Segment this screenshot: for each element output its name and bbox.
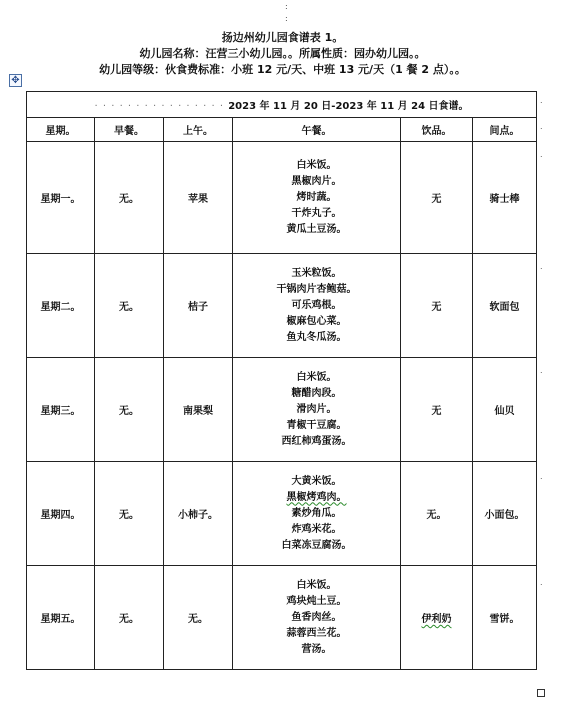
date-range-row	[27, 92, 537, 118]
drink-cell: 伊利奶	[401, 566, 473, 670]
table-row	[27, 566, 537, 670]
lunch-item: 西红柿鸡蛋汤。	[281, 435, 352, 447]
row-end-mark: .	[540, 472, 543, 481]
lunch-item: 鱼香肉丝。	[291, 611, 342, 623]
lunch-item: 白米饭。	[296, 371, 337, 383]
snack-cell: 雪饼。	[473, 566, 537, 670]
lunch-cell	[233, 254, 401, 358]
drink-cell: 无。	[401, 462, 473, 566]
lunch-item: 滑肉片。	[296, 403, 337, 415]
lunch-item: 蒜蓉西兰花。	[286, 627, 347, 639]
menu-title: 扬边州幼儿园食谱表 1。	[221, 31, 344, 44]
lunch-item: 白米饭。	[296, 159, 337, 171]
drink-cell: 无	[401, 358, 473, 462]
snack-cell: 小面包。	[473, 462, 537, 566]
paragraph-mark-top: :	[285, 14, 288, 23]
table-move-handle-icon[interactable]: ✥	[9, 74, 22, 87]
row-end-mark: .	[540, 262, 543, 271]
day-cell: 星期二。	[27, 254, 95, 358]
column-header-drink: 饮品。	[401, 118, 473, 142]
lunch-item: 糖醋肉段。	[291, 387, 342, 399]
lunch-item: 黄瓜土豆汤。	[286, 223, 347, 235]
date-range-cell	[27, 92, 537, 118]
paragraph-mark-top: :	[285, 2, 288, 11]
lunch-item: 干锅肉片杏鲍菇。	[276, 283, 357, 295]
lunch-item: 素炒角瓜。	[291, 507, 342, 519]
lunch-cell	[233, 462, 401, 566]
lunch-item: 大黄米饭。	[291, 475, 342, 487]
lunch-item: 白米饭。	[296, 579, 337, 591]
morning-cell: 小柿子。	[164, 462, 233, 566]
lunch-item: 白菜冻豆腐汤。	[281, 539, 352, 551]
day-cell: 星期一。	[27, 142, 95, 254]
breakfast-cell: 无。	[95, 254, 164, 358]
lunch-item: 鱼丸冬瓜汤。	[286, 331, 347, 343]
fee-standard: 幼儿园等级：伙食费标准：小班 12 元/天、中班 13 元/天（1 餐 2 点）。。	[99, 63, 466, 76]
column-header-row	[27, 118, 537, 142]
drink-cell: 无	[401, 142, 473, 254]
table-row	[27, 254, 537, 358]
date-range-text: 2023 年 11 月 20 日-2023 年 11 月 24 日食谱。	[228, 101, 469, 112]
lunch-cell	[233, 142, 401, 254]
leader-dots: · · · · · · · · · · · · · · · ·	[94, 101, 229, 112]
column-header-morning: 上午。	[164, 118, 233, 142]
breakfast-cell: 无。	[95, 462, 164, 566]
row-end-mark: .	[540, 366, 543, 375]
breakfast-cell: 无。	[95, 142, 164, 254]
lunch-item: 营汤。	[301, 643, 332, 655]
document-header	[0, 30, 565, 78]
column-header-day: 星期。	[27, 118, 95, 142]
morning-cell: 苹果	[164, 142, 233, 254]
lunch-item: 鸡块炖土豆。	[286, 595, 347, 607]
snack-cell: 软面包	[473, 254, 537, 358]
lunch-item: 可乐鸡根。	[291, 299, 342, 311]
row-end-mark: .	[540, 122, 543, 131]
table-row	[27, 142, 537, 254]
day-cell: 星期四。	[27, 462, 95, 566]
table-row	[27, 358, 537, 462]
day-cell: 星期五。	[27, 566, 95, 670]
lunch-item: 烤时蔬。	[296, 191, 337, 203]
lunch-item: 椒麻包心菜。	[286, 315, 347, 327]
day-cell: 星期三。	[27, 358, 95, 462]
row-end-mark: .	[540, 578, 543, 587]
morning-cell: 无。	[164, 566, 233, 670]
lunch-item: 黑椒肉片。	[291, 175, 342, 187]
lunch-cell	[233, 566, 401, 670]
lunch-item: 炸鸡米花。	[291, 523, 342, 535]
lunch-item: 青椒干豆腐。	[286, 419, 347, 431]
breakfast-cell: 无。	[95, 566, 164, 670]
morning-cell: 桔子	[164, 254, 233, 358]
morning-cell: 南果梨	[164, 358, 233, 462]
table-resize-handle[interactable]	[537, 689, 545, 697]
breakfast-cell: 无。	[95, 358, 164, 462]
kindergarten-info: 幼儿园名称：汪营三小幼儿园。。所属性质：园办幼儿园。。	[139, 47, 426, 60]
column-header-lunch: 午餐。	[233, 118, 401, 142]
menu-table	[26, 91, 537, 670]
snack-cell: 骑士棒	[473, 142, 537, 254]
lunch-item: 干炸丸子。	[291, 207, 342, 219]
row-end-mark: .	[540, 150, 543, 159]
lunch-item: 玉米粒饭。	[291, 267, 342, 279]
row-end-mark: .	[540, 96, 543, 105]
lunch-item: 黑椒烤鸡肉。	[286, 491, 347, 503]
column-header-breakfast: 早餐。	[95, 118, 164, 142]
column-header-snack: 间点。	[473, 118, 537, 142]
drink-cell: 无	[401, 254, 473, 358]
snack-cell: 仙贝	[473, 358, 537, 462]
lunch-cell	[233, 358, 401, 462]
table-row	[27, 462, 537, 566]
